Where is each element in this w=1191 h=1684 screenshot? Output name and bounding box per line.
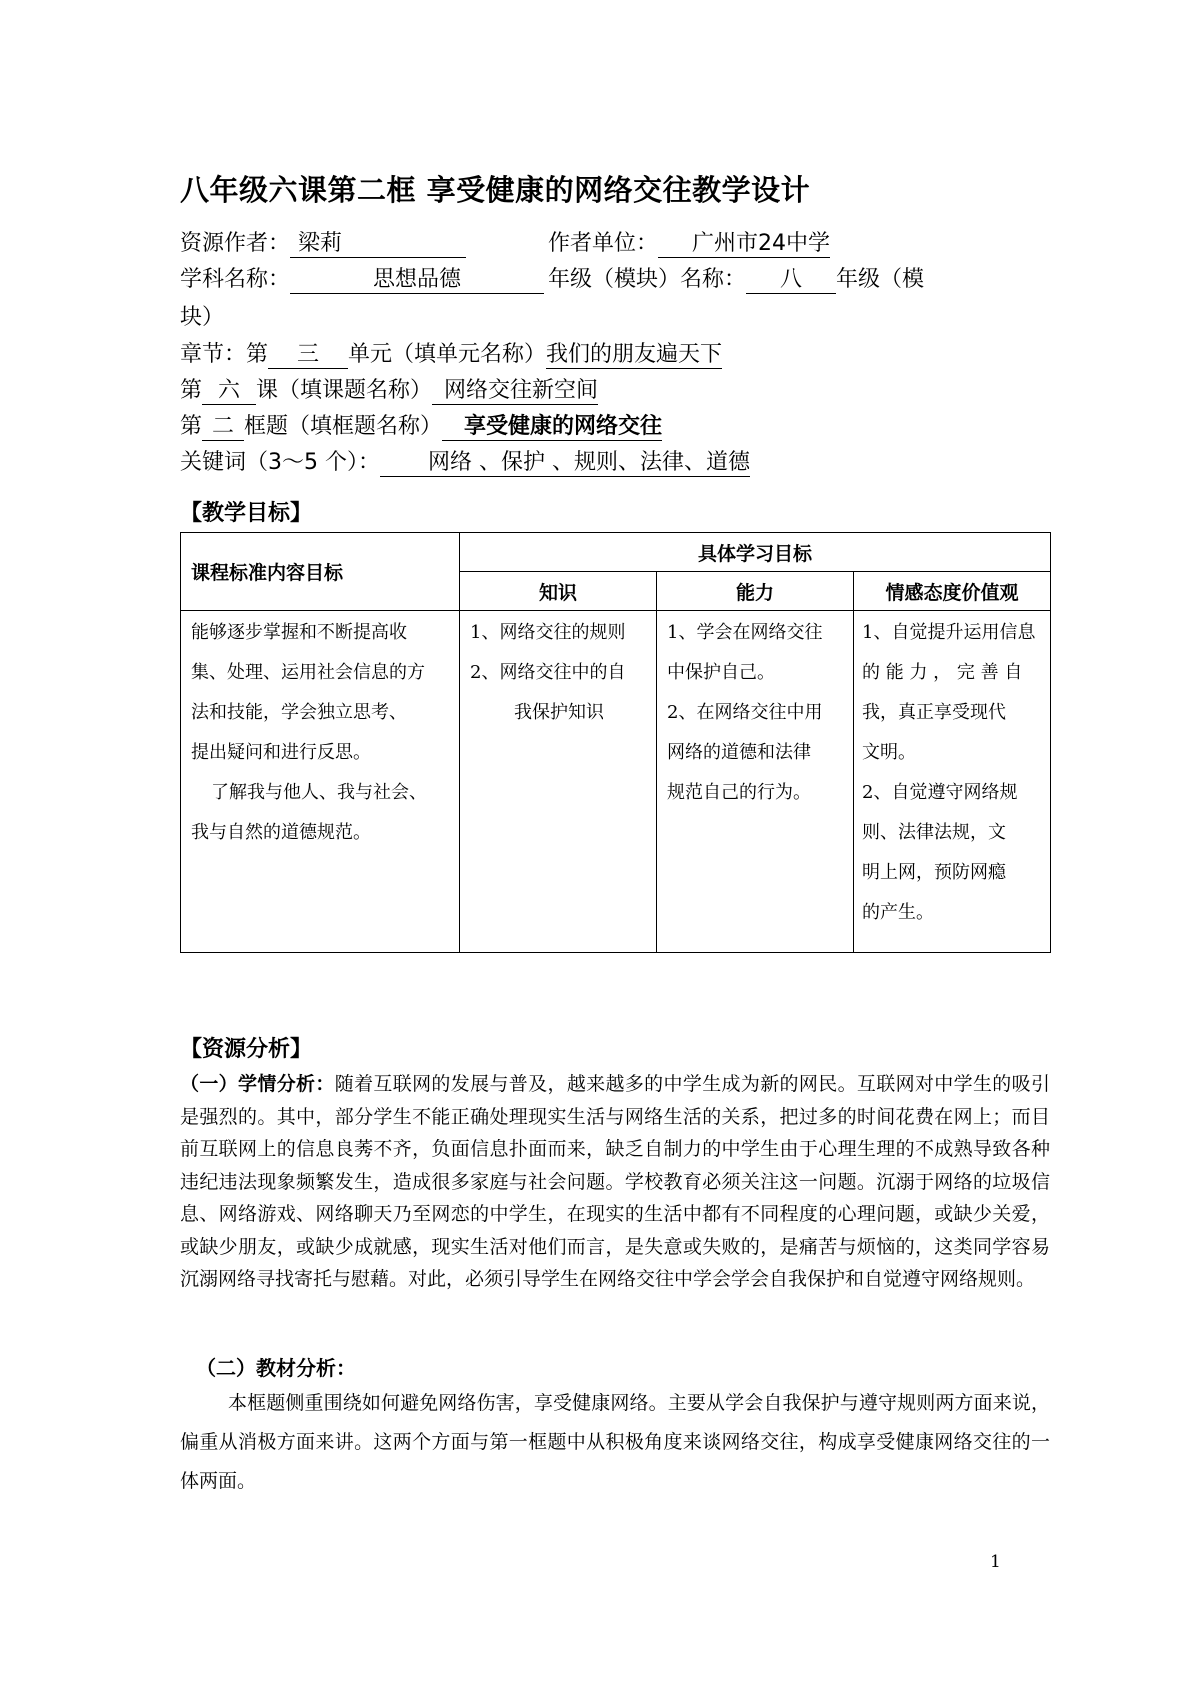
ability-line: 网络的道德和法律 [667,742,811,763]
attitude-cell [854,611,1051,953]
lesson-prefix: 第 [180,378,203,403]
specific-header: 具体学习目标 [460,533,1051,572]
frame-name: 享受健康的网络交往 [442,414,662,441]
document-title: 八年级六课第二框 享受健康的网络交往教学设计 [180,173,811,207]
ability-line: 2、在网络交往中用 [667,702,823,723]
frame-prefix: 第 [180,414,203,439]
meta-block [180,226,1060,481]
frame-line [180,409,1060,445]
attitude-line: 2、自觉遵守网络规 [862,782,1018,803]
unit-value: 广州市24中学 [658,231,830,258]
student-analysis-label: （一）学情分析： [180,1073,335,1095]
std-header: 课程标准内容目标 [181,533,460,611]
analysis-heading: 【资源分析】 [180,1037,313,1062]
ability-line: 1、学会在网络交往 [667,622,823,643]
attitude-header: 情感态度价值观 [854,572,1051,611]
page-number: 1 [990,1552,1001,1572]
keywords-label: 关键词（3～5 个）： [180,450,380,475]
std-line: 集、处理、运用社会信息的方 [191,662,425,683]
author-line [180,226,1060,262]
attitude-line: 1、自觉提升运用信息 [862,622,1036,643]
goals-row [181,611,1051,953]
material-analysis-label: （二）教材分析： [196,1356,356,1380]
std-line: 我与自然的道德规范。 [191,822,371,843]
knowledge-cell [460,611,657,953]
std-line: 了解我与他人、我与社会、 [211,782,427,803]
subject-label: 学科名称： [180,267,291,292]
goals-table [180,532,1051,953]
subject-line [180,262,1060,298]
frame-mid: 框题（填框题名称） [244,414,443,439]
ability-line: 规范自己的行为。 [667,782,811,803]
knowledge-line: 2、网络交往中的自 [470,662,626,683]
lesson-number: 六 [202,378,256,405]
unit-group [548,226,830,262]
attitude-line: 文明。 [862,742,916,763]
lesson-name: 网络交往新空间 [432,378,598,405]
knowledge-line: 我保护知识 [514,702,604,723]
grade-suffix: 年级（模 [836,267,925,292]
student-analysis-text: 随着互联网的发展与普及，越来越多的中学生成为新的网民。互联网对中学生的吸引是强烈的。其中，部分学生不能正确处理现实生活与网络生活的关系，把过多的时间花费在网上；而目前互联网上的信息良莠不齐，负面信息扑面而来，缺乏自制力的中学生由于心理生理的不成熟导致各种违纪违法现象频繁发生，造成很多家庭与社会问题。学校教育必须关注这一问题。沉溺于网络的垃圾信息、网络游戏、网络聊天乃至网恋的中学生，在现实的生活中都有不同程度的心理问题，或缺少关爱，或缺少朋友，或缺少成就感，现实生活对他们而言，是失意或失败的，是痛苦与烦恼的，这类同学容易沉溺网络寻找寄托与慰藉。对此，必须引导学生在网络交往中学会学会自我保护和自觉遵守网络规则。 [180,1073,1050,1290]
attitude-line: 我，真正享受现代 [862,702,1006,723]
attitude-line: 则、法律法规，文 [862,822,1006,843]
author-value: 梁莉 [290,231,466,258]
chapter-name: 我们的朋友遍天下 [546,342,723,367]
knowledge-header: 知识 [460,572,657,611]
std-line: 提出疑问和进行反思。 [191,742,371,763]
material-analysis-text: 本框题侧重围绕如何避免网络伤害，享受健康网络。主要从学会自我保护与遵守规则两方面来说，偏重从消极方面来讲。这两个方面与第一框题中从积极角度来谈网络交往，构成享受健康网络交往的一体两面。 [180,1392,1050,1492]
goals-heading: 【教学目标】 [180,501,313,526]
lesson-mid: 课（填课题名称） [256,378,433,403]
grade-value: 八 [746,267,836,294]
ability-line: 中保护自己。 [667,662,775,683]
subject-value: 思想品德 [290,267,544,294]
chapter-line [180,337,1060,373]
std-line: 能够逐步掌握和不断提高收 [191,622,407,643]
keywords-value: 网络 、保护 、规则、法律、道德 [380,450,750,477]
knowledge-line: 1、网络交往的规则 [470,622,626,643]
author-label: 资源作者： [180,231,291,256]
attitude-line: 的 能 力 ， 完 善 自 [862,662,1023,683]
attitude-line: 明上网，预防网瘾 [862,862,1006,883]
std-line: 法和技能，学会独立思考、 [191,702,407,723]
chapter-prefix: 章节：第 [180,342,269,367]
std-cell [181,611,460,953]
ability-header: 能力 [657,572,854,611]
chapter-number: 三 [268,342,348,369]
grade-group [548,262,924,298]
attitude-line: 的产生。 [862,902,934,923]
lesson-line [180,373,1060,409]
frame-number: 二 [202,414,244,441]
grade-suffix-line: 块） [180,305,225,330]
ability-cell [657,611,854,953]
unit-label: 作者单位： [548,231,659,256]
chapter-mid: 单元（填单元名称） [348,342,547,367]
student-analysis [180,1068,1050,1296]
keywords-line [180,445,1060,481]
grade-label: 年级（模块）名称： [548,267,747,292]
